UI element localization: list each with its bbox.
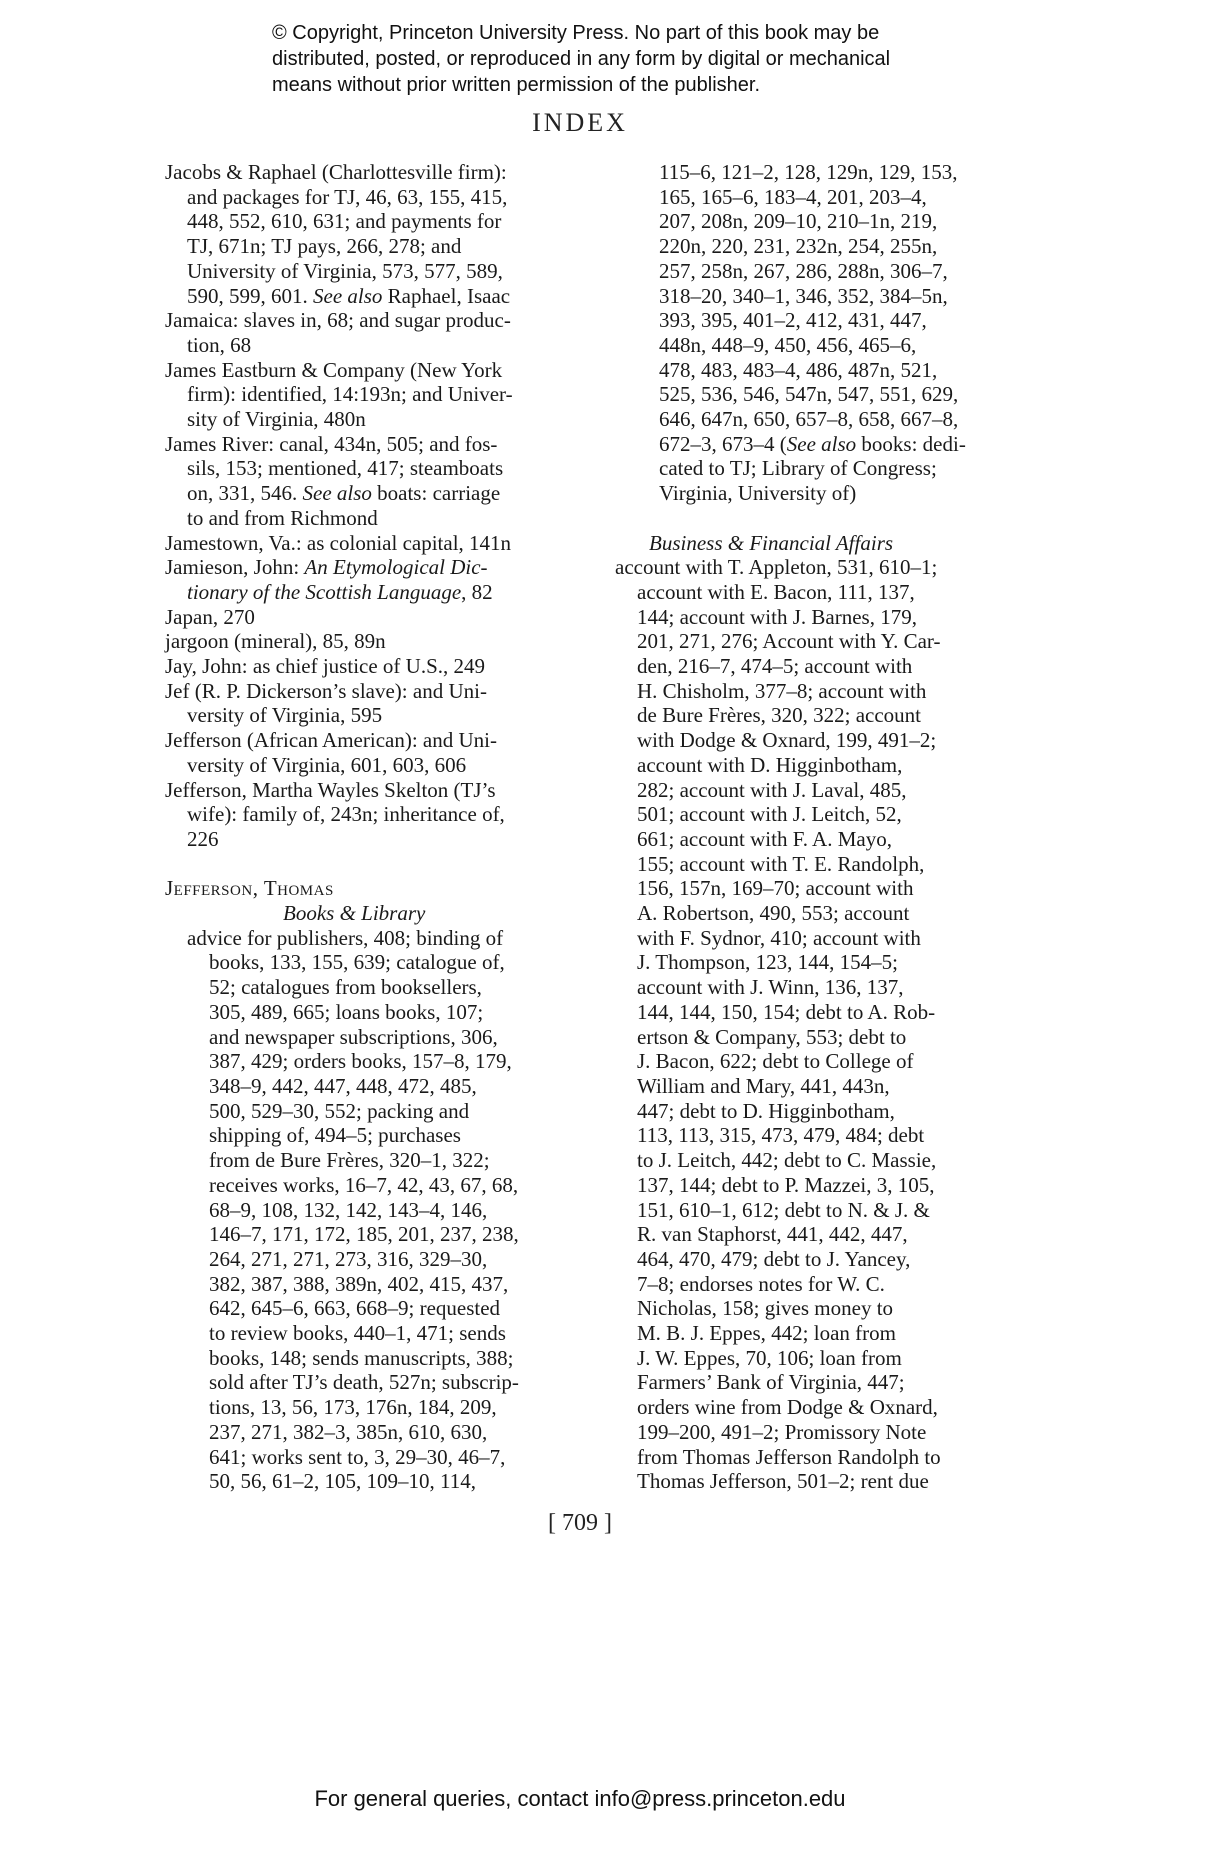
index-line: 137, 144; debt to P. Mazzei, 3, 105,	[637, 1172, 935, 1197]
index-line: tion, 68	[187, 332, 252, 357]
index-line: 382, 387, 388, 389n, 402, 415, 437,	[209, 1271, 509, 1296]
index-line: 590, 599, 601. See also Raphael, Isaac	[187, 283, 511, 308]
copyright-notice	[272, 20, 1032, 98]
index-line: 318–20, 340–1, 346, 352, 384–5n,	[659, 283, 948, 308]
index-line: 305, 489, 665; loans books, 107;	[209, 999, 484, 1024]
index-line: firm): identified, 14:193n; and Univer-	[187, 382, 513, 407]
index-line: Jamestown, Va.: as colonial capital, 141n	[165, 530, 512, 555]
index-line: Jacobs & Raphael (Charlottesville firm):	[165, 160, 507, 184]
index-line: sold after TJ’s death, 527n; subscrip-	[209, 1370, 519, 1395]
index-column-right	[615, 160, 1015, 1494]
index-line: James River: canal, 434n, 505; and fos-	[165, 431, 498, 456]
index-line: cated to TJ; Library of Congress;	[659, 456, 937, 481]
index-entry	[165, 778, 565, 852]
index-line: de Bure Frères, 320, 322; account	[637, 703, 922, 728]
index-line: 501; account with J. Leitch, 52,	[637, 802, 902, 827]
index-line: 447; debt to D. Higginbotham,	[637, 1098, 895, 1123]
index-line: 448, 552, 610, 631; and payments for	[187, 209, 502, 234]
index-line: from Thomas Jefferson Randolph to	[637, 1444, 941, 1469]
index-line: 387, 429; orders books, 157–8, 179,	[209, 1049, 512, 1074]
spacer	[165, 852, 565, 877]
index-line: 448n, 448–9, 450, 456, 465–6,	[659, 332, 917, 357]
index-line: 264, 271, 271, 273, 316, 329–30,	[209, 1246, 488, 1271]
index-line: J. Bacon, 622; debt to College of	[637, 1049, 914, 1074]
index-entry	[165, 531, 565, 556]
index-line: 144, 144, 150, 154; debt to A. Rob-	[637, 999, 936, 1024]
index-entry	[165, 679, 565, 728]
footer-contact: For general queries, contact info@press.princeton.edu	[314, 1786, 846, 1811]
index-line: TJ, 671n; TJ pays, 266, 278; and	[187, 234, 462, 259]
index-line: 661; account with F. A. Mayo,	[637, 826, 892, 851]
index-line: books, 148; sends manuscripts, 388;	[209, 1345, 514, 1370]
index-entry	[165, 358, 565, 432]
index-line: Jefferson (African American): and Uni-	[165, 728, 497, 753]
index-line: Jef (R. P. Dickerson’s slave): and Uni-	[165, 678, 487, 703]
index-line: R. van Staphorst, 441, 442, 447,	[637, 1222, 908, 1247]
index-line: den, 216–7, 474–5; account with	[637, 654, 913, 679]
index-line: to review books, 440–1, 471; sends	[209, 1321, 506, 1346]
index-entry	[165, 654, 565, 679]
index-line: 52; catalogues from booksellers,	[209, 975, 482, 1000]
index-line: A. Robertson, 490, 553; account	[637, 901, 910, 926]
index-line: account with D. Higginbotham,	[637, 752, 903, 777]
index-line: 68–9, 108, 132, 142, 143–4, 146,	[209, 1197, 488, 1222]
index-entry	[165, 308, 565, 357]
index-line: tionary of the Scottish Language, 82	[187, 579, 493, 604]
index-line: 500, 529–30, 552; packing and	[209, 1098, 470, 1123]
index-line: 237, 271, 382–3, 385n, 610, 630,	[209, 1419, 488, 1444]
index-entry	[165, 728, 565, 777]
index-line: 646, 647n, 650, 657–8, 658, 667–8,	[659, 407, 959, 432]
index-entry	[165, 160, 565, 308]
index-line: Thomas Jefferson, 501–2; rent due	[637, 1469, 929, 1494]
spacer	[615, 506, 1015, 531]
copyright-line: means without prior written permission of the publisher.	[272, 74, 761, 96]
index-line: versity of Virginia, 595	[187, 703, 383, 728]
index-line: 50, 56, 61–2, 105, 109–10, 114,	[209, 1469, 476, 1494]
index-line: jargoon (mineral), 85, 89n	[165, 629, 386, 654]
index-line: 155; account with T. E. Randolph,	[637, 851, 925, 876]
index-line: with F. Sydnor, 410; account with	[637, 925, 921, 950]
index-line: and newspaper subscriptions, 306,	[209, 1024, 498, 1049]
index-line: 478, 483, 483–4, 486, 487n, 521,	[659, 357, 938, 382]
index-line: tions, 13, 56, 173, 176n, 184, 209,	[209, 1395, 497, 1420]
index-line: University of Virginia, 573, 577, 589,	[187, 258, 503, 283]
index-entry	[165, 555, 565, 604]
index-line: to J. Leitch, 442; debt to C. Massie,	[637, 1148, 937, 1173]
index-line: 464, 470, 479; debt to J. Yancey,	[637, 1246, 911, 1271]
index-line: with Dodge & Oxnard, 199, 491–2;	[637, 728, 937, 753]
index-line: 226	[187, 826, 219, 851]
index-line: account with J. Winn, 136, 137,	[637, 975, 904, 1000]
index-line: 113, 113, 315, 473, 479, 484; debt	[637, 1123, 925, 1148]
index-line: H. Chisholm, 377–8; account with	[637, 678, 927, 703]
index-entry	[165, 605, 565, 630]
copyright-line: © Copyright, Princeton University Press. No part of this book may be	[272, 22, 880, 44]
index-line: Jamieson, John: An Etymological Dic-	[165, 555, 488, 580]
index-column-left	[165, 160, 565, 1494]
index-line: from de Bure Frères, 320–1, 322;	[209, 1148, 490, 1173]
index-line: 641; works sent to, 3, 29–30, 46–7,	[209, 1444, 506, 1469]
index-line: James Eastburn & Company (New York	[165, 357, 503, 382]
index-line: advice for publishers, 408; binding of	[187, 925, 504, 950]
index-sub-entry	[615, 555, 1015, 1494]
index-line: account with E. Bacon, 111, 137,	[637, 579, 915, 604]
index-line: books, 133, 155, 639; catalogue of,	[209, 950, 505, 975]
index-subheading: Business & Financial Affairs	[649, 530, 894, 555]
index-line: Nicholas, 158; gives money to	[637, 1296, 894, 1321]
index-entries	[165, 160, 565, 852]
index-line: Japan, 270	[165, 604, 255, 629]
index-line: 393, 395, 401–2, 412, 431, 447,	[659, 308, 927, 333]
index-line: and packages for TJ, 46, 63, 155, 415,	[187, 184, 508, 209]
index-line: 348–9, 442, 447, 448, 472, 485,	[209, 1074, 477, 1098]
index-line: 525, 536, 546, 547n, 547, 551, 629,	[659, 382, 959, 407]
index-line: 156, 157n, 169–70; account with	[637, 876, 914, 901]
index-line: 282; account with J. Laval, 485,	[637, 777, 907, 802]
index-subheading: Books & Library	[283, 901, 426, 926]
index-line: versity of Virginia, 601, 603, 606	[187, 752, 467, 777]
index-line: to and from Richmond	[187, 505, 378, 530]
running-head: INDEX	[532, 108, 628, 137]
index-line: 165, 165–6, 183–4, 201, 203–4,	[659, 184, 927, 209]
index-line: 207, 208n, 209–10, 210–1n, 219,	[659, 209, 938, 234]
index-line: sity of Virginia, 480n	[187, 407, 366, 432]
index-entry	[165, 629, 565, 654]
copyright-line: distributed, posted, or reproduced in any form by digital or mechanical	[272, 48, 891, 70]
index-line: ertson & Company, 553; debt to	[637, 1024, 907, 1049]
index-line: J. Thompson, 123, 144, 154–5;	[637, 950, 898, 975]
index-line: 199–200, 491–2; Promissory Note	[637, 1419, 927, 1444]
index-line: 672–3, 673–4 (See also books: dedi-	[659, 431, 966, 456]
index-line: William and Mary, 441, 443n,	[637, 1074, 890, 1098]
index-line: on, 331, 546. See also boats: carriage	[187, 481, 501, 506]
index-line: orders wine from Dodge & Oxnard,	[637, 1395, 938, 1420]
index-line: Jay, John: as chief justice of U.S., 249	[165, 654, 486, 679]
index-line: shipping of, 494–5; purchases	[209, 1123, 461, 1148]
index-continuation	[615, 160, 1015, 506]
index-line: 146–7, 171, 172, 185, 201, 237, 238,	[209, 1222, 519, 1247]
index-line: Jefferson, Martha Wayles Skelton (TJ’s	[165, 777, 496, 802]
index-line: 642, 645–6, 663, 668–9; requested	[209, 1296, 501, 1321]
index-line: 220n, 220, 231, 232n, 254, 255n,	[659, 234, 938, 259]
index-line: sils, 153; mentioned, 417; steamboats	[187, 456, 504, 481]
page-number: [ 709 ]	[548, 1510, 612, 1536]
index-line: 115–6, 121–2, 128, 129n, 129, 153,	[659, 160, 958, 184]
index-line: 201, 271, 276; Account with Y. Car-	[637, 629, 941, 654]
index-line: 7–8; endorses notes for W. C.	[637, 1271, 885, 1296]
index-entry	[165, 432, 565, 531]
index-line: receives works, 16–7, 42, 43, 67, 68,	[209, 1172, 519, 1197]
index-line: 151, 610–1, 612; debt to N. & J. &	[637, 1197, 930, 1222]
index-line: Jamaica: slaves in, 68; and sugar produc-	[165, 308, 511, 333]
index-line: wife): family of, 243n; inheritance of,	[187, 802, 505, 827]
index-line: account with T. Appleton, 531, 610–1;	[615, 555, 938, 580]
index-line: 257, 258n, 267, 286, 288n, 306–7,	[659, 258, 948, 283]
index-line: J. W. Eppes, 70, 106; loan from	[637, 1345, 902, 1370]
index-line: Virginia, University of)	[659, 481, 857, 506]
index-sub-entry	[165, 926, 565, 1494]
index-main-heading: Jefferson, Thomas	[165, 876, 334, 901]
index-line: Farmers’ Bank of Virginia, 447;	[637, 1370, 905, 1395]
index-line: M. B. J. Eppes, 442; loan from	[637, 1321, 896, 1346]
index-line: 144; account with J. Barnes, 179,	[637, 604, 917, 629]
